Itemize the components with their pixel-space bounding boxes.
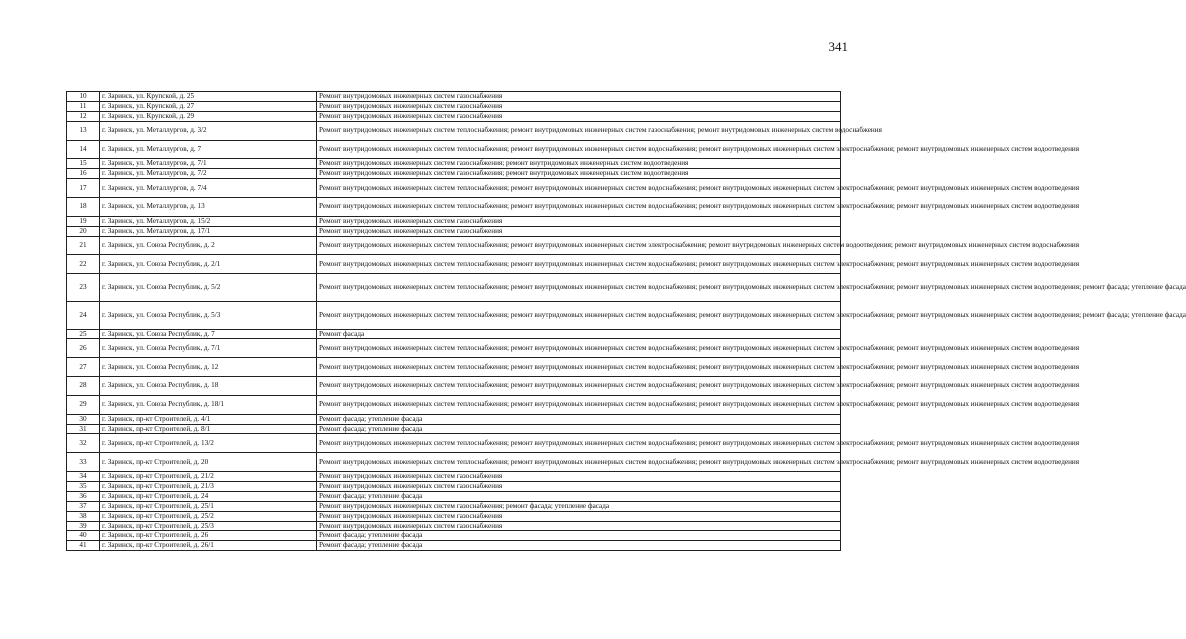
- row-number-cell: 16: [67, 169, 100, 179]
- table-row: [67, 159, 841, 169]
- table-row: [67, 101, 841, 111]
- row-number-cell: 10: [67, 92, 100, 102]
- address-cell: г. Заринск, пр-кт Строителей, д. 26/1: [100, 541, 317, 551]
- table-row: [67, 92, 841, 102]
- address-cell: г. Заринск, ул. Союза Республик, д. 12: [100, 358, 317, 377]
- works-cell: Ремонт внутридомовых инженерных систем газоснабжения: [317, 226, 841, 236]
- address-cell: г. Заринск, ул. Союза Республик, д. 5/2: [100, 274, 317, 302]
- repair-registry-table: [66, 91, 1186, 551]
- row-number-cell: 20: [67, 226, 100, 236]
- row-number-cell: 12: [67, 111, 100, 121]
- row-number-cell: 36: [67, 491, 100, 501]
- address-cell: г. Заринск, ул. Союза Республик, д. 2/1: [100, 255, 317, 274]
- table-body: [67, 92, 1186, 551]
- table-row: [67, 121, 841, 140]
- works-cell: Ремонт внутридомовых инженерных систем теплоснабжения; ремонт внутридомовых инженерных систем водоснабжения; ремонт внутридомовых инженерных систем электроснабжения; ремонт внутридомовых инженерных систем водоотведения: [317, 453, 841, 472]
- works-cell: Ремонт внутридомовых инженерных систем газоснабжения: [317, 521, 841, 531]
- page-number: 341: [828, 39, 848, 54]
- row-number-cell: 41: [67, 541, 100, 551]
- address-cell: г. Заринск, ул. Крупской, д. 29: [100, 111, 317, 121]
- address-cell: г. Заринск, ул. Крупской, д. 27: [100, 101, 317, 111]
- row-number-cell: 18: [67, 197, 100, 216]
- works-cell: Ремонт внутридомовых инженерных систем газоснабжения: [317, 101, 841, 111]
- address-cell: г. Заринск, ул. Союза Республик, д. 7: [100, 329, 317, 339]
- works-cell: Ремонт внутридомовых инженерных систем теплоснабжения; ремонт внутридомовых инженерных систем водоснабжения; ремонт внутридомовых инженерных систем электроснабжения; ремонт внутридомовых инженерных систем водоотведения: [317, 339, 841, 358]
- address-cell: г. Заринск, ул. Крупской, д. 25: [100, 92, 317, 102]
- row-number-cell: 38: [67, 511, 100, 521]
- address-cell: г. Заринск, ул. Металлургов, д. 15/2: [100, 216, 317, 226]
- row-number-cell: 19: [67, 216, 100, 226]
- row-number-cell: 40: [67, 531, 100, 541]
- row-number-cell: 37: [67, 501, 100, 511]
- address-cell: г. Заринск, пр-кт Строителей, д. 25/1: [100, 501, 317, 511]
- address-cell: г. Заринск, пр-кт Строителей, д. 13/2: [100, 434, 317, 453]
- works-cell: Ремонт фасада; утепление фасада: [317, 491, 841, 501]
- row-number-cell: 35: [67, 481, 100, 491]
- works-cell: Ремонт внутридомовых инженерных систем теплоснабжения; ремонт внутридомовых инженерных систем водоснабжения; ремонт внутридомовых инженерных систем электроснабжения; ремонт внутридомовых инженерных систем водоотведения: [317, 197, 841, 216]
- works-cell: Ремонт внутридомовых инженерных систем газоснабжения; ремонт внутридомовых инженерных систем водоотведения: [317, 169, 841, 179]
- table-row: [67, 274, 841, 302]
- works-cell: Ремонт внутридомовых инженерных систем теплоснабжения; ремонт внутридомовых инженерных систем водоснабжения; ремонт внутридомовых инженерных систем электроснабжения; ремонт внутридомовых инженерных систем водоотведения; ремонт фасада; утепление фасада: [317, 301, 841, 329]
- row-number-cell: 28: [67, 377, 100, 396]
- works-cell: Ремонт внутридомовых инженерных систем газоснабжения; ремонт внутридомовых инженерных систем водоотведения: [317, 159, 841, 169]
- address-cell: г. Заринск, ул. Металлургов, д. 17/1: [100, 226, 317, 236]
- works-cell: Ремонт фасада: [317, 329, 841, 339]
- table-row: [67, 111, 841, 121]
- address-cell: г. Заринск, ул. Металлургов, д. 7/1: [100, 159, 317, 169]
- works-cell: Ремонт внутридомовых инженерных систем газоснабжения: [317, 92, 841, 102]
- row-number-cell: 15: [67, 159, 100, 169]
- address-cell: г. Заринск, ул. Союза Республик, д. 18/1: [100, 395, 317, 414]
- works-cell: Ремонт внутридомовых инженерных систем теплоснабжения; ремонт внутридомовых инженерных систем водоснабжения; ремонт внутридомовых инженерных систем электроснабжения; ремонт внутридомовых инженерных систем водоотведения: [317, 140, 841, 159]
- works-cell: Ремонт внутридомовых инженерных систем теплоснабжения; ремонт внутридомовых инженерных систем водоснабжения; ремонт внутридомовых инженерных систем электроснабжения; ремонт внутридомовых инженерных систем водоотведения: [317, 179, 841, 198]
- works-cell: Ремонт внутридомовых инженерных систем газоснабжения: [317, 216, 841, 226]
- row-number-cell: 33: [67, 453, 100, 472]
- address-cell: г. Заринск, пр-кт Строителей, д. 21/2: [100, 472, 317, 482]
- works-cell: Ремонт фасада; утепление фасада: [317, 531, 841, 541]
- works-cell: Ремонт внутридомовых инженерных систем газоснабжения: [317, 472, 841, 482]
- table-row: [67, 434, 841, 453]
- table-row: [67, 169, 841, 179]
- row-number-cell: 23: [67, 274, 100, 302]
- address-cell: г. Заринск, пр-кт Строителей, д. 4/1: [100, 414, 317, 424]
- table-row: [67, 339, 841, 358]
- table-row: [67, 541, 841, 551]
- table-row: [67, 511, 841, 521]
- table-row: [67, 501, 841, 511]
- row-number-cell: 26: [67, 339, 100, 358]
- address-cell: г. Заринск, ул. Металлургов, д. 13: [100, 197, 317, 216]
- works-cell: Ремонт внутридомовых инженерных систем газоснабжения: [317, 511, 841, 521]
- table-row: [67, 424, 841, 434]
- address-cell: г. Заринск, ул. Металлургов, д. 7/2: [100, 169, 317, 179]
- address-cell: г. Заринск, ул. Союза Республик, д. 2: [100, 236, 317, 255]
- table-row: [67, 226, 841, 236]
- table-row: [67, 414, 841, 424]
- works-cell: Ремонт внутридомовых инженерных систем теплоснабжения; ремонт внутридомовых инженерных систем газоснабжения; ремонт внутридомовых инженерных систем водоснабжения: [317, 121, 841, 140]
- table-row: [67, 491, 841, 501]
- table-row: [67, 329, 841, 339]
- address-cell: г. Заринск, ул. Металлургов, д. 7/4: [100, 179, 317, 198]
- works-cell: Ремонт внутридомовых инженерных систем теплоснабжения; ремонт внутридомовых инженерных систем водоснабжения; ремонт внутридомовых инженерных систем электроснабжения; ремонт внутридомовых инженерных систем водоотведения: [317, 434, 841, 453]
- address-cell: г. Заринск, пр-кт Строителей, д. 21/3: [100, 481, 317, 491]
- table-row: [67, 531, 841, 541]
- row-number-cell: 13: [67, 121, 100, 140]
- row-number-cell: 25: [67, 329, 100, 339]
- table-row: [67, 395, 841, 414]
- address-cell: г. Заринск, пр-кт Строителей, д. 25/2: [100, 511, 317, 521]
- address-cell: г. Заринск, ул. Союза Республик, д. 5/3: [100, 301, 317, 329]
- table-row: [67, 197, 841, 216]
- table-row: [67, 377, 841, 396]
- table-row: [67, 236, 841, 255]
- table-row: [67, 521, 841, 531]
- works-cell: Ремонт внутридомовых инженерных систем газоснабжения: [317, 111, 841, 121]
- address-cell: г. Заринск, пр-кт Строителей, д. 26: [100, 531, 317, 541]
- table-row: [67, 472, 841, 482]
- works-cell: Ремонт внутридомовых инженерных систем теплоснабжения; ремонт внутридомовых инженерных систем водоснабжения; ремонт внутридомовых инженерных систем электроснабжения; ремонт внутридомовых инженерных систем водоотведения: [317, 395, 841, 414]
- works-cell: Ремонт внутридомовых инженерных систем теплоснабжения; ремонт внутридомовых инженерных систем водоснабжения; ремонт внутридомовых инженерных систем электроснабжения; ремонт внутридомовых инженерных систем водоотведения: [317, 255, 841, 274]
- works-cell: Ремонт внутридомовых инженерных систем теплоснабжения; ремонт внутридомовых инженерных систем электроснабжения; ремонт внутридомовых инженерных систем водоотведения; ремонт внутридомовых инженерных систем водоснабжения: [317, 236, 841, 255]
- table-row: [67, 216, 841, 226]
- address-cell: г. Заринск, пр-кт Строителей, д. 25/3: [100, 521, 317, 531]
- works-cell: Ремонт фасада; утепление фасада: [317, 424, 841, 434]
- row-number-cell: 11: [67, 101, 100, 111]
- address-cell: г. Заринск, ул. Металлургов, д. 7: [100, 140, 317, 159]
- works-cell: Ремонт фасада; утепление фасада: [317, 414, 841, 424]
- address-cell: г. Заринск, пр-кт Строителей, д. 24: [100, 491, 317, 501]
- table-row: [67, 179, 841, 198]
- works-cell: Ремонт внутридомовых инженерных систем газоснабжения; ремонт фасада; утепление фасада: [317, 501, 841, 511]
- row-number-cell: 17: [67, 179, 100, 198]
- row-number-cell: 30: [67, 414, 100, 424]
- works-cell: Ремонт внутридомовых инженерных систем газоснабжения: [317, 481, 841, 491]
- row-number-cell: 22: [67, 255, 100, 274]
- address-cell: г. Заринск, пр-кт Строителей, д. 8/1: [100, 424, 317, 434]
- address-cell: г. Заринск, ул. Союза Республик, д. 7/1: [100, 339, 317, 358]
- table-row: [67, 301, 841, 329]
- row-number-cell: 27: [67, 358, 100, 377]
- works-cell: Ремонт фасада; утепление фасада: [317, 541, 841, 551]
- address-cell: г. Заринск, ул. Союза Республик, д. 18: [100, 377, 317, 396]
- row-number-cell: 24: [67, 301, 100, 329]
- row-number-cell: 14: [67, 140, 100, 159]
- row-number-cell: 34: [67, 472, 100, 482]
- row-number-cell: 32: [67, 434, 100, 453]
- row-number-cell: 31: [67, 424, 100, 434]
- works-cell: Ремонт внутридомовых инженерных систем теплоснабжения; ремонт внутридомовых инженерных систем водоснабжения; ремонт внутридомовых инженерных систем электроснабжения; ремонт внутридомовых инженерных систем водоотведения: [317, 377, 841, 396]
- table-row: [67, 255, 841, 274]
- table-row: [67, 358, 841, 377]
- row-number-cell: 39: [67, 521, 100, 531]
- table-row: [67, 481, 841, 491]
- works-cell: Ремонт внутридомовых инженерных систем теплоснабжения; ремонт внутридомовых инженерных систем водоснабжения; ремонт внутридомовых инженерных систем электроснабжения; ремонт внутридомовых инженерных систем водоотведения: [317, 358, 841, 377]
- address-cell: г. Заринск, ул. Металлургов, д. 3/2: [100, 121, 317, 140]
- table-row: [67, 140, 841, 159]
- address-cell: г. Заринск, пр-кт Строителей, д. 20: [100, 453, 317, 472]
- table-row: [67, 453, 841, 472]
- row-number-cell: 21: [67, 236, 100, 255]
- row-number-cell: 29: [67, 395, 100, 414]
- works-cell: Ремонт внутридомовых инженерных систем теплоснабжения; ремонт внутридомовых инженерных систем водоснабжения; ремонт внутридомовых инженерных систем электроснабжения; ремонт внутридомовых инженерных систем водоотведения; ремонт фасада; утепление фасада: [317, 274, 841, 302]
